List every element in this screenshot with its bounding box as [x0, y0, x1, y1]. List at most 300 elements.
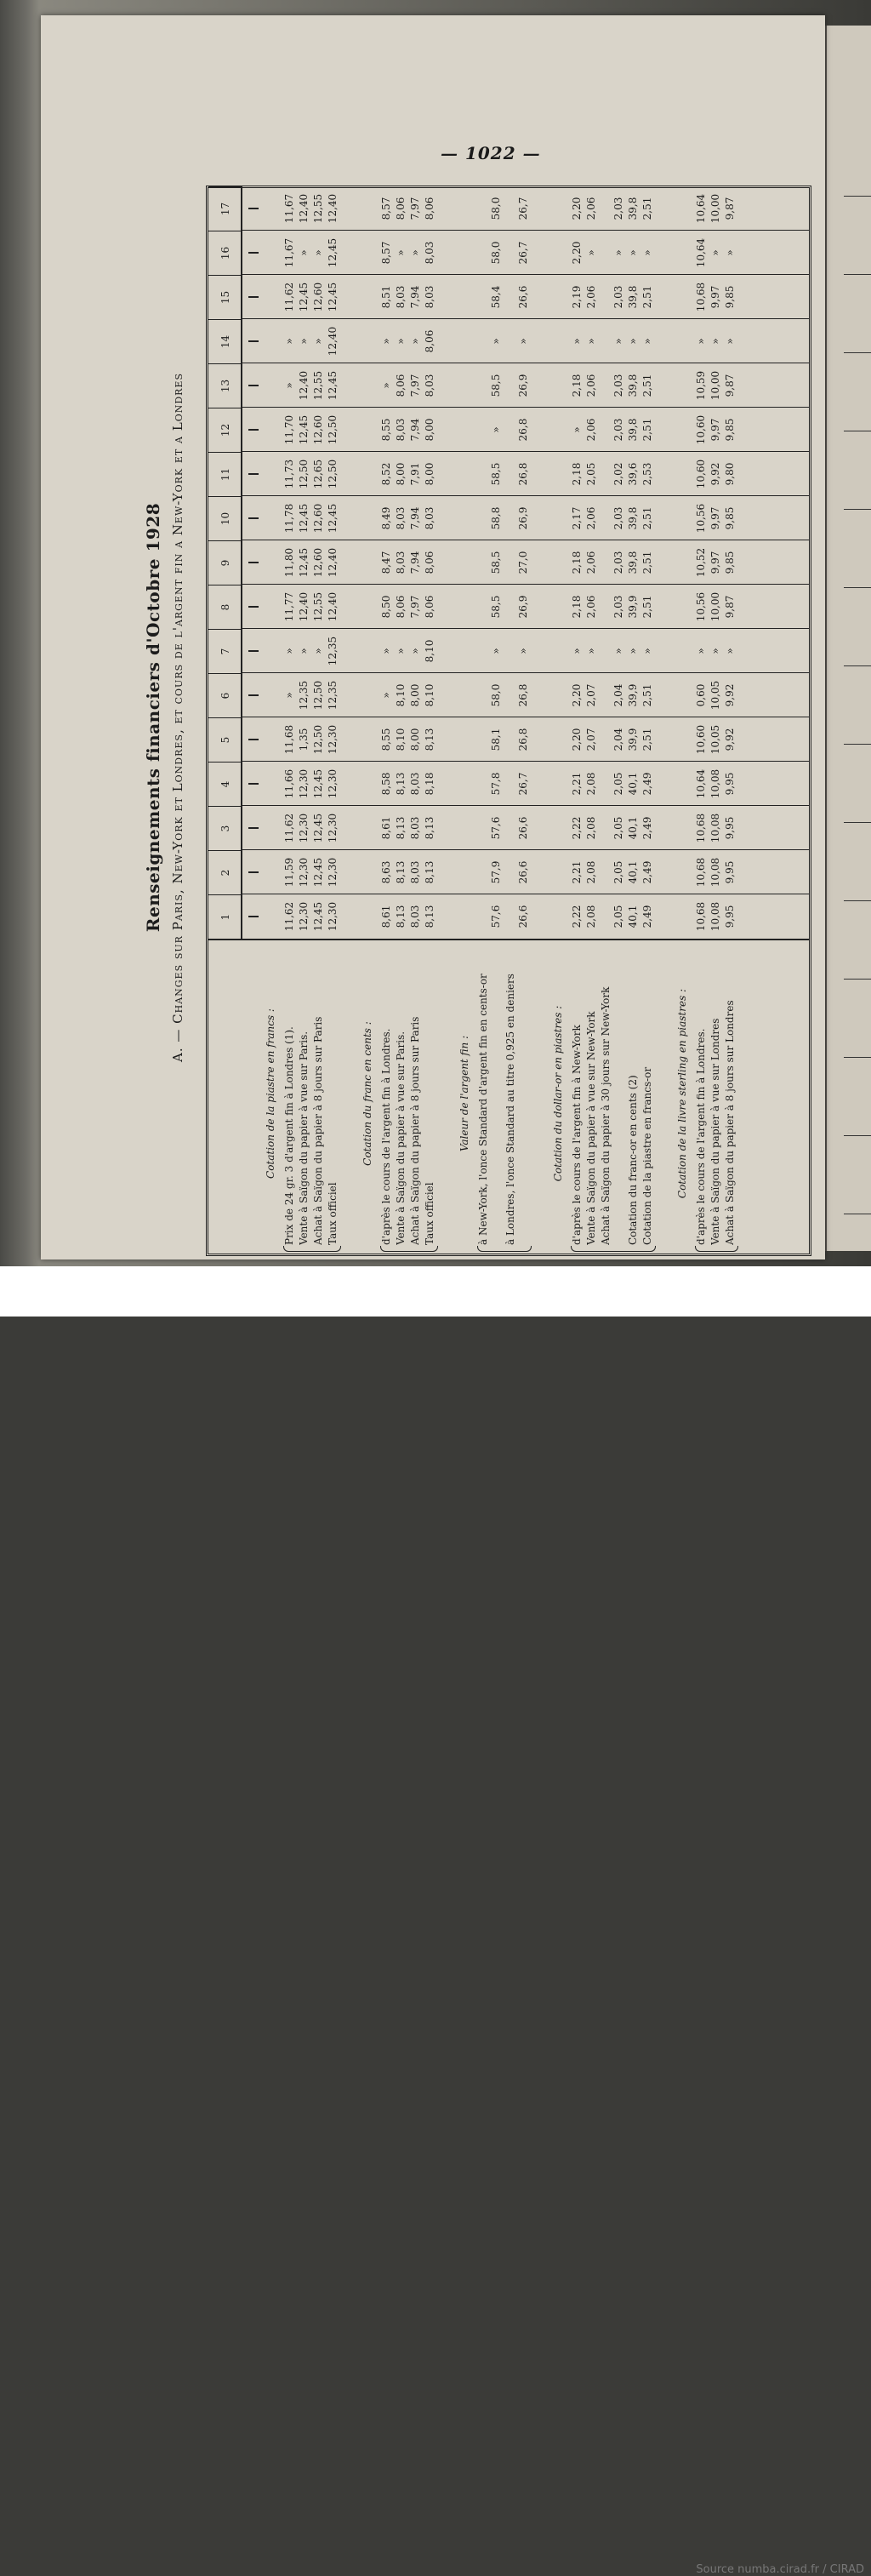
row-label: Achat à Saïgon du papier à 30 jours sur New-York	[600, 986, 612, 1245]
table-cell: »	[695, 648, 707, 654]
section-title: Cotation du dollar-or en piastres :	[552, 1005, 564, 1182]
table-cell: 26,8	[517, 728, 529, 751]
table-cell: 8,00	[395, 462, 407, 486]
table-cell: 2,22	[571, 816, 583, 840]
column-dash	[248, 562, 259, 563]
table-cell: »	[627, 249, 639, 256]
table-cell: 9,95	[724, 772, 736, 796]
table-cell: 26,9	[517, 374, 529, 397]
table-cell: 39,9	[627, 595, 639, 619]
table-cell: 12,40	[327, 547, 339, 578]
table-cell: »	[283, 692, 295, 699]
column-dash	[248, 208, 259, 209]
table-cell: 2,02	[612, 462, 624, 486]
table-cell: »	[490, 338, 502, 345]
table-cell: 58,8	[490, 506, 502, 530]
table-cell: 12,50	[312, 680, 324, 711]
table-cell: 2,21	[571, 772, 583, 796]
table-cell: »	[695, 338, 707, 345]
table-cell: 8,00	[424, 418, 436, 442]
table-cell: »	[585, 249, 597, 256]
table-cell: 12,35	[327, 680, 339, 711]
table-cell: 12,30	[298, 768, 310, 799]
table-cell: 8,63	[380, 860, 392, 884]
table-cell: 8,03	[424, 374, 436, 397]
next-page-rule	[844, 509, 871, 510]
table-cell: 12,45	[327, 370, 339, 401]
table-cell: 2,49	[641, 860, 653, 884]
table-cell: »	[627, 648, 639, 654]
table-cell: 12,30	[298, 901, 310, 932]
table-cell: 11,62	[283, 282, 295, 312]
label-column	[208, 939, 809, 1254]
table-cell: 8,03	[395, 285, 407, 309]
row-label: d'après le cours de l'argent fin à New-York	[571, 1025, 583, 1245]
table-cell: 2,18	[571, 551, 583, 574]
column-header: 3	[208, 806, 242, 850]
table-cell: 26,7	[517, 241, 529, 265]
table-cell: 11,66	[283, 768, 295, 799]
table-cell: 39,8	[627, 506, 639, 530]
page-number: — 1022 —	[441, 143, 541, 163]
table-cell: 12,50	[312, 724, 324, 755]
table-cell: 2,51	[641, 285, 653, 309]
table-cell: 2,05	[612, 772, 624, 796]
table-cell: 8,03	[395, 551, 407, 574]
table-cell: 8,10	[395, 728, 407, 751]
table-cell: 12,40	[298, 370, 310, 401]
table-cell: 12,30	[298, 813, 310, 843]
table-cell: 2,51	[641, 418, 653, 442]
table-cell: 10,64	[695, 237, 707, 268]
column-header: 10	[208, 496, 242, 540]
column-dash	[248, 783, 259, 785]
column-header: 13	[208, 363, 242, 408]
table-cell: 26,6	[517, 860, 529, 884]
table-cell: 12,40	[327, 326, 339, 357]
table-cell: 2,18	[571, 462, 583, 486]
table-cell: 57,8	[490, 772, 502, 796]
table-cell: 2,05	[612, 816, 624, 840]
table-cell: 11,78	[283, 503, 295, 534]
table-cell: 12,50	[327, 459, 339, 489]
table-cell: 2,22	[571, 905, 583, 928]
table-cell: 12,45	[312, 768, 324, 799]
table-cell: »	[709, 648, 721, 654]
table-cell: »	[627, 338, 639, 345]
table-cell: »	[612, 648, 624, 654]
table-cell: 2,06	[585, 506, 597, 530]
table-cell: 10,00	[709, 370, 721, 401]
table-cell: 12,45	[312, 857, 324, 888]
table-cell: 2,05	[585, 462, 597, 486]
table-cell: 26,6	[517, 905, 529, 928]
table-cell: 2,05	[612, 905, 624, 928]
table-cell: 10,08	[709, 768, 721, 799]
table-cell: »	[283, 338, 295, 345]
table-cell: 10,56	[695, 503, 707, 534]
table-cell: 12,40	[327, 193, 339, 224]
table-cell: 2,03	[612, 374, 624, 397]
section-title: Cotation de la piastre en francs :	[265, 1008, 276, 1179]
table-cell: 2,03	[612, 506, 624, 530]
table-cell: 12,60	[312, 503, 324, 534]
table-cell: 58,0	[490, 241, 502, 265]
table-cell: 7,94	[409, 551, 421, 574]
table-cell: 39,6	[627, 462, 639, 486]
next-page-rule	[844, 665, 871, 666]
table-cell: 9,87	[724, 374, 736, 397]
document-page	[41, 15, 825, 1259]
table-cell: 2,08	[585, 816, 597, 840]
table-cell: 8,57	[380, 197, 392, 220]
table-cell: 2,18	[571, 595, 583, 619]
table-cell: 10,60	[695, 414, 707, 445]
table-cell: 39,8	[627, 551, 639, 574]
table-cell: 2,20	[571, 728, 583, 751]
table-cell: 8,03	[409, 772, 421, 796]
table-cell: 9,95	[724, 860, 736, 884]
table-cell: »	[380, 648, 392, 654]
table-cell: »	[395, 249, 407, 256]
table-cell: 2,51	[641, 506, 653, 530]
table-cell: 8,06	[424, 329, 436, 353]
table-cell: »	[380, 382, 392, 389]
table-cell: 58,5	[490, 462, 502, 486]
table-cell: »	[298, 648, 310, 654]
table-cell: 58,5	[490, 374, 502, 397]
table-cell: 39,8	[627, 374, 639, 397]
table-cell: 2,08	[585, 860, 597, 884]
table-cell: 2,06	[585, 285, 597, 309]
table-cell: »	[283, 382, 295, 389]
table-cell: 12,50	[298, 459, 310, 489]
column-dash	[248, 871, 259, 873]
table-cell: 12,60	[312, 282, 324, 312]
table-cell: 11,67	[283, 193, 295, 224]
table-cell: 40,1	[627, 772, 639, 796]
table-cell: 58,4	[490, 285, 502, 309]
column-header: 6	[208, 673, 242, 717]
table-cell: 57,6	[490, 905, 502, 928]
table-cell: 12,55	[312, 591, 324, 622]
next-page-rule	[844, 1135, 871, 1136]
table-cell: »	[517, 648, 529, 654]
table-cell: 8,06	[395, 595, 407, 619]
table-cell: 10,08	[709, 813, 721, 843]
table-cell: 8,03	[409, 860, 421, 884]
row-label: d'après le cours de l'argent fin à Londres.	[380, 1028, 392, 1245]
table-cell: 12,30	[298, 857, 310, 888]
table-cell: 27,0	[517, 551, 529, 574]
column-header: 14	[208, 319, 242, 363]
table-cell: 10,68	[695, 282, 707, 312]
table-cell: 2,06	[585, 418, 597, 442]
table-cell: 7,94	[409, 506, 421, 530]
table-cell: »	[571, 338, 583, 345]
table-cell: 10,68	[695, 857, 707, 888]
table-cell: 0,60	[695, 683, 707, 707]
table-cell: »	[709, 249, 721, 256]
table-cell: 12,45	[327, 237, 339, 268]
row-label: Vente à Saïgon du papier à vue sur New-York	[585, 1011, 597, 1245]
table-cell: 10,05	[709, 680, 721, 711]
table-cell: 8,55	[380, 418, 392, 442]
table-cell: 12,45	[298, 503, 310, 534]
table-cell: »	[571, 426, 583, 433]
table-cell: »	[298, 338, 310, 345]
row-group-brace	[380, 1246, 438, 1252]
next-page-rule	[844, 274, 871, 275]
table-cell: 12,50	[327, 414, 339, 445]
table-cell: »	[517, 338, 529, 345]
column-dash	[248, 694, 259, 696]
column-header: 11	[208, 452, 242, 496]
table-cell: 8,13	[424, 860, 436, 884]
table-cell: »	[395, 338, 407, 345]
table-cell: »	[490, 648, 502, 654]
table-cell: 39,8	[627, 418, 639, 442]
table-cell: »	[395, 648, 407, 654]
next-page-rule	[844, 744, 871, 745]
table-cell: 2,03	[612, 285, 624, 309]
financial-table	[206, 186, 811, 1256]
table-cell: 9,85	[724, 418, 736, 442]
table-cell: 2,19	[571, 285, 583, 309]
table-cell: 8,03	[395, 506, 407, 530]
table-cell: 8,58	[380, 772, 392, 796]
row-label: Cotation du franc-or en cents (2)	[627, 1075, 639, 1245]
table-cell: 2,17	[571, 506, 583, 530]
table-cell: 12,40	[327, 591, 339, 622]
row-label: à Londres, l'once Standard au titre 0,925 en deniers	[504, 974, 516, 1245]
table-cell: »	[409, 249, 421, 256]
table-cell: 10,64	[695, 768, 707, 799]
section-title: Cotation de la livre sterling en piastres :	[676, 988, 688, 1199]
table-cell: »	[409, 338, 421, 345]
table-cell: 2,07	[585, 728, 597, 751]
table-cell: 26,7	[517, 197, 529, 220]
viewer-footer	[0, 1266, 871, 2576]
table-cell: 40,1	[627, 816, 639, 840]
column-header: 1	[208, 894, 242, 939]
table-cell: »	[641, 249, 653, 256]
table-cell: 26,6	[517, 816, 529, 840]
column-header: 2	[208, 850, 242, 894]
table-cell: 8,50	[380, 595, 392, 619]
table-cell: 12,60	[312, 414, 324, 445]
table-cell: 58,5	[490, 595, 502, 619]
table-cell: 1,35	[298, 728, 310, 751]
table-cell: 10,00	[709, 591, 721, 622]
column-dash	[248, 739, 259, 740]
table-cell: 11,62	[283, 813, 295, 843]
table-cell: 7,94	[409, 285, 421, 309]
table-cell: »	[612, 249, 624, 256]
table-cell: 26,8	[517, 462, 529, 486]
table-cell: »	[724, 249, 736, 256]
table-cell: 2,51	[641, 595, 653, 619]
table-cell: 10,64	[695, 193, 707, 224]
table-cell: 2,20	[571, 683, 583, 707]
column-dash	[248, 385, 259, 386]
column-header: 12	[208, 408, 242, 452]
table-cell: 8,13	[395, 905, 407, 928]
table-cell: 12,35	[327, 636, 339, 666]
table-cell: »	[380, 692, 392, 699]
table-cell: 26,9	[517, 595, 529, 619]
column-dash	[248, 827, 259, 829]
next-page-rule	[844, 196, 871, 197]
table-cell: »	[283, 648, 295, 654]
table-cell: 40,1	[627, 860, 639, 884]
table-cell: 7,97	[409, 374, 421, 397]
table-cell: 8,03	[424, 285, 436, 309]
table-cell: 8,55	[380, 728, 392, 751]
table-cell: 8,10	[424, 639, 436, 663]
table-cell: 12,45	[298, 282, 310, 312]
table-cell: 8,03	[409, 816, 421, 840]
table-cell: »	[709, 338, 721, 345]
row-label: Vente à Saïgon du papier à vue sur Londres	[709, 1018, 721, 1245]
table-cell: 2,20	[571, 241, 583, 265]
table-cell: 12,30	[327, 813, 339, 843]
table-cell: 39,8	[627, 285, 639, 309]
table-cell: 12,45	[327, 282, 339, 312]
table-cell: 7,97	[409, 197, 421, 220]
table-cell: »	[585, 648, 597, 654]
table-cell: 10,59	[695, 370, 707, 401]
source-credit: Source numba.cirad.fr / CIRAD	[696, 2563, 864, 2576]
table-cell: »	[585, 338, 597, 345]
rotated-table-area	[134, 177, 815, 1258]
table-cell: 2,06	[585, 374, 597, 397]
row-label: d'après le cours de l'argent fin à Londres.	[695, 1028, 707, 1245]
table-cell: 2,06	[585, 551, 597, 574]
table-cell: 8,00	[409, 683, 421, 707]
table-cell: »	[612, 338, 624, 345]
table-cell: »	[312, 648, 324, 654]
next-page-edge	[825, 26, 871, 1251]
table-cell: 7,91	[409, 462, 421, 486]
table-cell: 10,05	[709, 724, 721, 755]
table-cell: 2,05	[612, 860, 624, 884]
table-cell: 2,53	[641, 462, 653, 486]
table-cell: 9,97	[709, 551, 721, 574]
table-cell: 10,68	[695, 901, 707, 932]
table-cell: 26,8	[517, 418, 529, 442]
column-header: 17	[208, 186, 242, 231]
table-cell: 10,68	[695, 813, 707, 843]
table-cell: 2,04	[612, 683, 624, 707]
table-cell: 10,08	[709, 901, 721, 932]
table-cell: 39,9	[627, 683, 639, 707]
table-cell: »	[409, 648, 421, 654]
table-cell: 9,97	[709, 285, 721, 309]
table-cell: 2,03	[612, 418, 624, 442]
table-cell: 9,87	[724, 197, 736, 220]
next-page-rule	[844, 900, 871, 901]
table-cell: 8,06	[395, 197, 407, 220]
row-label: Prix de 24 gr. 3 d'argent fin à Londres (1).	[283, 1026, 295, 1245]
table-cell: 8,00	[424, 462, 436, 486]
table-cell: 10,08	[709, 857, 721, 888]
table-cell: 12,45	[298, 547, 310, 578]
table-cell: 2,03	[612, 197, 624, 220]
table-cell: 12,55	[312, 370, 324, 401]
table-cell: 2,51	[641, 728, 653, 751]
row-label: Taux officiel	[327, 1182, 339, 1245]
column-header: 16	[208, 231, 242, 275]
next-page-rule	[844, 587, 871, 588]
column-dash	[248, 916, 259, 917]
table-cell: 40,1	[627, 905, 639, 928]
table-cell: 26,7	[517, 772, 529, 796]
table-cell: 8,06	[424, 551, 436, 574]
table-cell: 2,51	[641, 551, 653, 574]
row-label: Achat à Saïgon du papier à 8 jours sur Paris	[312, 1016, 324, 1245]
column-dash	[248, 473, 259, 475]
column-header: 4	[208, 762, 242, 806]
row-label: Vente à Saïgon du papier à vue sur Paris.	[298, 1031, 310, 1245]
table-cell: 8,10	[424, 683, 436, 707]
table-cell: 2,51	[641, 683, 653, 707]
table-cell: 11,70	[283, 414, 295, 445]
table-cell: 2,06	[585, 197, 597, 220]
table-cell: 8,13	[424, 728, 436, 751]
table-cell: 2,07	[585, 683, 597, 707]
column-dash	[248, 340, 259, 342]
table-cell: »	[380, 338, 392, 345]
table-cell: 9,80	[724, 462, 736, 486]
table-cell: 2,18	[571, 374, 583, 397]
table-cell: 9,97	[709, 506, 721, 530]
table-cell: »	[641, 338, 653, 345]
table-cell: »	[641, 648, 653, 654]
table-cell: 11,68	[283, 724, 295, 755]
table-cell: 12,45	[327, 503, 339, 534]
column-dash	[248, 296, 259, 298]
table-cell: 8,13	[395, 816, 407, 840]
column-dash	[248, 252, 259, 254]
table-cell: 11,77	[283, 591, 295, 622]
table-cell: 8,57	[380, 241, 392, 265]
row-group-brace	[695, 1246, 738, 1252]
next-page-rule	[844, 979, 871, 980]
table-cell: 10,60	[695, 459, 707, 489]
table-cell: 8,00	[409, 728, 421, 751]
table-cell: 12,40	[298, 591, 310, 622]
table-cell: »	[490, 426, 502, 433]
table-subtitle: A. — Changes sur Paris, New-York et Londres, et cours de l'argent fin a New-York et a Londres	[170, 373, 185, 1063]
table-cell: 2,51	[641, 374, 653, 397]
table-cell: 10,56	[695, 591, 707, 622]
table-cell: 12,30	[327, 724, 339, 755]
table-cell: »	[312, 249, 324, 256]
table-cell: »	[724, 338, 736, 345]
table-cell: 8,03	[395, 418, 407, 442]
table-cell: 10,60	[695, 724, 707, 755]
table-cell: 10,00	[709, 193, 721, 224]
table-cell: 2,49	[641, 816, 653, 840]
table-cell: 12,60	[312, 547, 324, 578]
next-page-rule	[844, 822, 871, 823]
next-page-rule	[844, 352, 871, 353]
column-dash	[248, 650, 259, 652]
table-cell: 58,0	[490, 683, 502, 707]
table-cell: 9,95	[724, 816, 736, 840]
table-cell: »	[571, 648, 583, 654]
